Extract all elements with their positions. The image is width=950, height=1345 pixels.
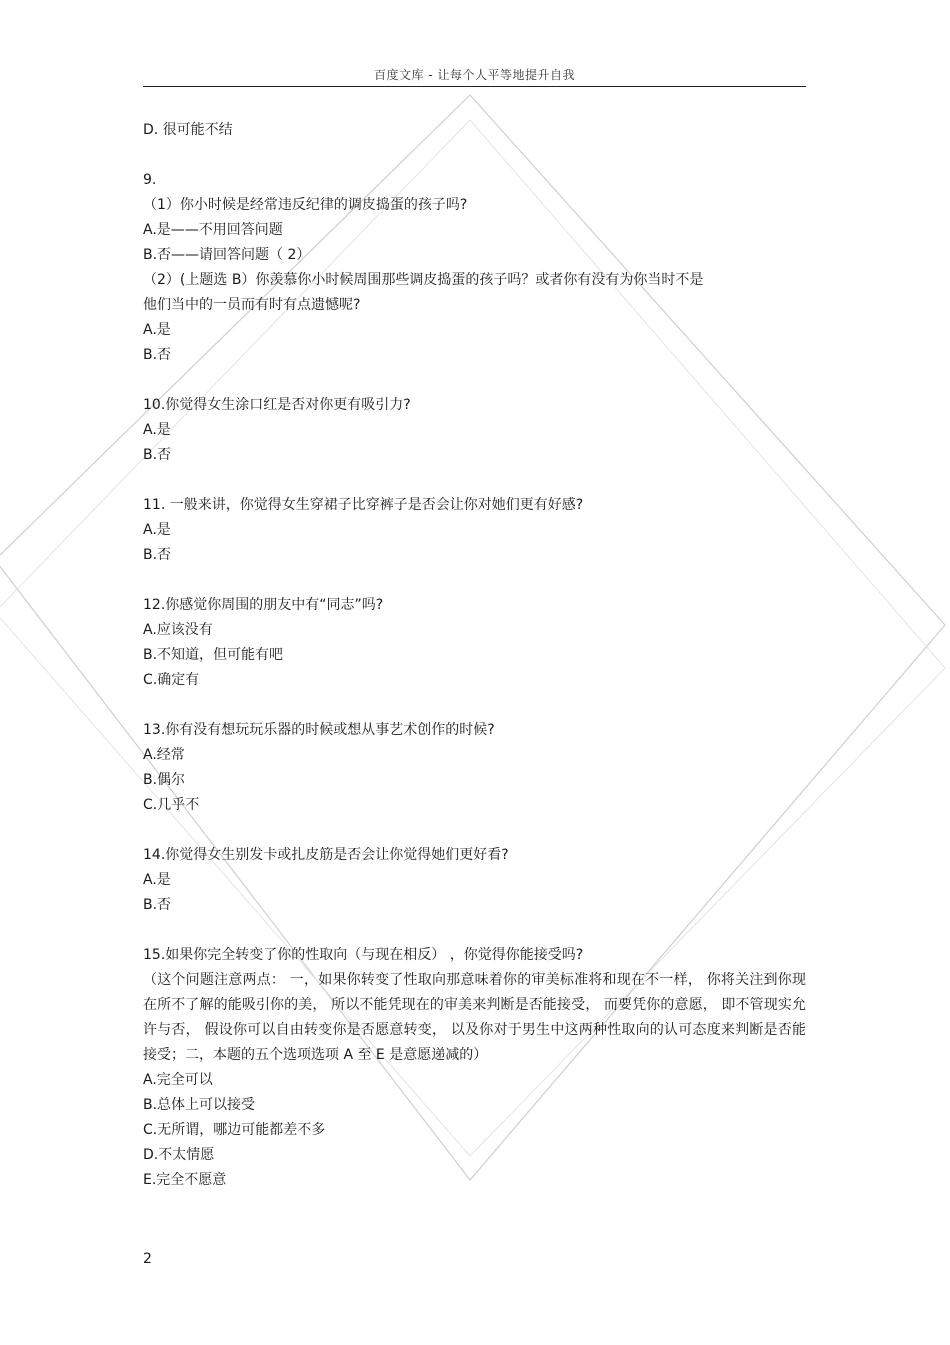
question-10-option-b: B.否 — [143, 447, 172, 463]
document-body — [143, 118, 806, 1193]
spacer — [143, 918, 806, 943]
question-12-text: 12.你感觉你周围的朋友中有“同志”吗? — [143, 597, 384, 613]
header-divider — [143, 86, 806, 87]
page-number: 2 — [143, 1251, 152, 1267]
page-header: 百度文库 - 让每个人平等地提升自我 — [374, 68, 575, 82]
question-11-text: 11. 一般来讲，你觉得女生穿裙子比穿裤子是否会让你对她们更有好感? — [143, 497, 584, 513]
question-13-option-c: C.几乎不 — [143, 797, 200, 813]
question-15-option-a: A.完全可以 — [143, 1072, 213, 1088]
question-15-option-e: E.完全不愿意 — [143, 1172, 227, 1188]
question-15-option-c: C.无所谓，哪边可能都差不多 — [143, 1122, 326, 1138]
question-13-option-a: A.经常 — [143, 747, 185, 763]
question-13-option-b: B.偶尔 — [143, 772, 186, 788]
question-12-option-c: C.确定有 — [143, 672, 200, 688]
question-12-option-b: B.不知道，但可能有吧 — [143, 647, 284, 663]
question-15-option-b: B.总体上可以接受 — [143, 1097, 256, 1113]
question-9-part2-option-b: B.否 — [143, 347, 172, 363]
question-9-part1-option-a: A.是——不用回答问题 — [143, 222, 283, 238]
question-15-option-d: D.不太情愿 — [143, 1147, 215, 1163]
question-12-option-a: A.应该没有 — [143, 622, 213, 638]
question-9-part2-line2: 他们当中的一员而有时有点遗憾呢? — [143, 297, 361, 313]
question-9-part2-line1: （2）(上题选 B）你羡慕你小时候周围那些调皮捣蛋的孩子吗？或者你有没有为你当时不是 — [143, 272, 704, 288]
question-10-text: 10.你觉得女生涂口红是否对你更有吸引力? — [143, 397, 411, 413]
question-9-part1-option-b: B.否——请回答问题（ 2） — [143, 247, 311, 263]
spacer — [143, 468, 806, 493]
question-13-text: 13.你有没有想玩玩乐器的时候或想从事艺术创作的时候? — [143, 722, 495, 738]
question-10-option-a: A.是 — [143, 422, 171, 438]
spacer — [143, 818, 806, 843]
question-9-part1: （1）你小时候是经常违反纪律的调皮捣蛋的孩子吗? — [143, 197, 468, 213]
question-11-option-a: A.是 — [143, 522, 171, 538]
question-15-note: （这个问题注意两点： 一，如果你转变了性取向那意味着你的审美标准将和现在不一样， 你将关注到你现在所不了解的能吸引你的美， 所以不能凭现在的审美来判断是否能接受， 而要凭你的意愿， 即不管现实允许与否， 假设你可以自由转变你是否愿意转变， 以及你对于男生中这两种性取向的认可态度来判断是否能接受；二，本题的五个选项选项 A 至 E 是意愿递减的） — [143, 972, 806, 1063]
spacer — [143, 693, 806, 718]
question-9-number: 9. — [143, 172, 157, 188]
spacer — [143, 368, 806, 393]
spacer — [143, 143, 806, 168]
question-14-text: 14.你觉得女生别发卡或扎皮筋是否会让你觉得她们更好看? — [143, 847, 509, 863]
question-9-part2-option-a: A.是 — [143, 322, 171, 338]
question-15-text: 15.如果你完全转变了你的性取向（与现在相反） ，你觉得你能接受吗? — [143, 947, 584, 963]
question-14-option-a: A.是 — [143, 872, 171, 888]
question-11-option-b: B.否 — [143, 547, 172, 563]
question-14-option-b: B.否 — [143, 897, 172, 913]
question-8-option-d: D. 很可能不结 — [143, 122, 233, 138]
spacer — [143, 568, 806, 593]
